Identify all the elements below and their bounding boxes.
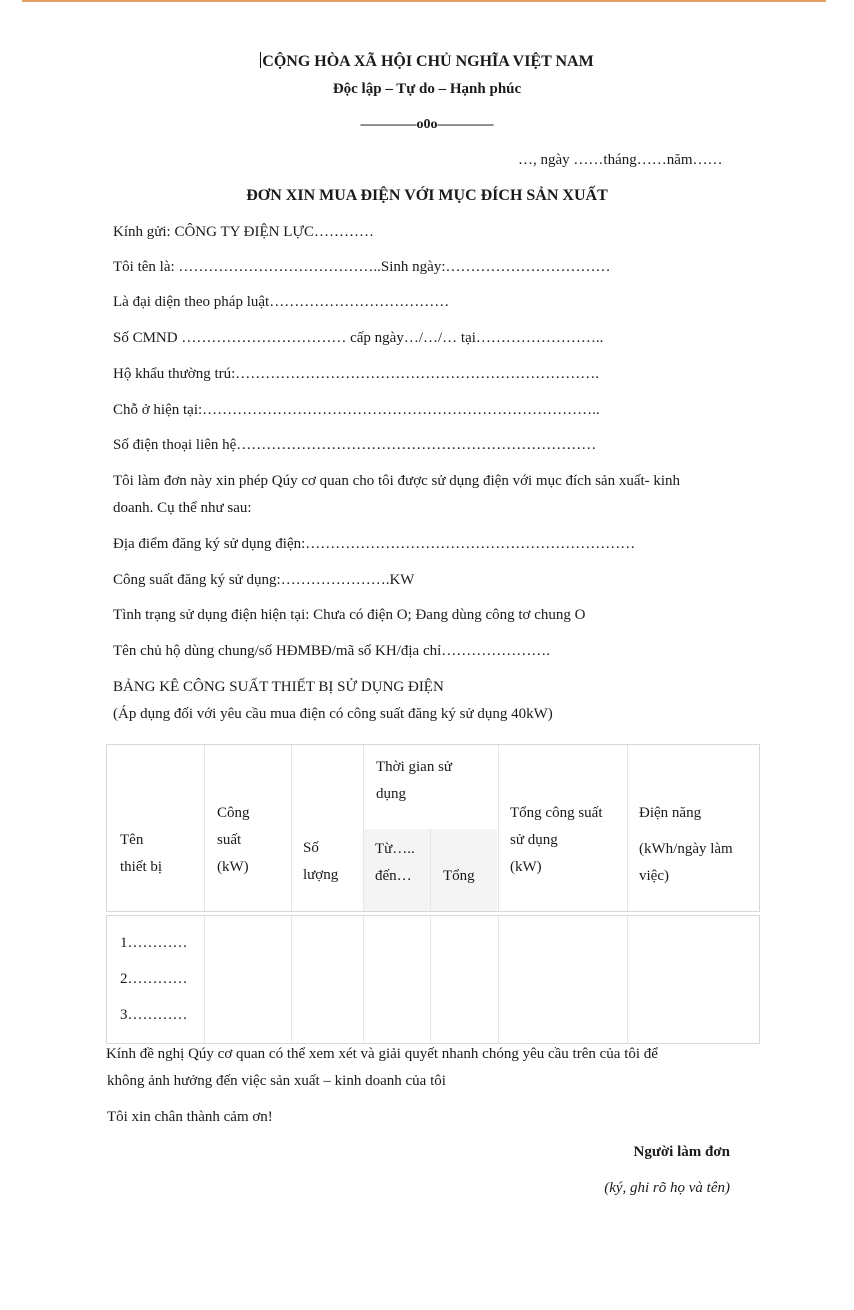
equipment-table-body bbox=[106, 915, 760, 1044]
header-power: Công suất (kW) bbox=[217, 805, 250, 875]
header-usage-time: Thời gian sử dụng bbox=[376, 759, 453, 802]
recipient-line: Kính gửi: CÔNG TY ĐIỆN LỰC………… bbox=[113, 224, 375, 240]
name-dob-line: Tôi tên là: …………………………………..Sinh ngày:…………………………… bbox=[113, 259, 611, 275]
date-line: …, ngày ……tháng……năm…… bbox=[518, 152, 723, 168]
location-line: Địa điểm đăng ký sử dụng điện:………………………………………………………… bbox=[113, 536, 636, 552]
signer-note: (ký, ghi rõ họ và tên) bbox=[604, 1180, 730, 1196]
national-title: CỘNG HÒA XÃ HỘI CHỦ NGHĨA VIỆT NAM bbox=[262, 53, 594, 70]
id-card-line: Số CMND …………………………… cấp ngày…/…/… tại…………………….. bbox=[113, 330, 604, 346]
header-total-time: Tổng bbox=[443, 868, 475, 884]
equipment-table-header bbox=[106, 744, 760, 912]
residence-line: Chỗ ở hiện tại:…………………………………………………………………….. bbox=[113, 402, 600, 418]
header-separator: ————o0o———— bbox=[360, 117, 494, 132]
table-note: (Áp dụng đối với yêu cầu mua điện có công suất đăng ký sử dụng 40kW) bbox=[113, 706, 553, 722]
shared-owner-line: Tên chủ hộ dùng chung/số HĐMBĐ/mã số KH/địa chỉ…………………. bbox=[113, 643, 551, 659]
header-from-to: Từ….. đến… bbox=[375, 841, 415, 884]
household-line: Hộ khẩu thường trú:………………………………………………………………. bbox=[113, 366, 600, 382]
legal-rep-line: Là đại diện theo pháp luật……………………………… bbox=[113, 294, 450, 310]
capacity-line: Công suất đăng ký sử dụng:………………….KW bbox=[113, 572, 415, 588]
table-title: BẢNG KÊ CÔNG SUẤT THIẾT BỊ SỬ DỤNG ĐIỆN bbox=[113, 679, 444, 695]
table-row: 3………… bbox=[120, 1007, 188, 1023]
national-motto: Độc lập – Tự do – Hạnh phúc bbox=[332, 81, 522, 97]
table-row: 2………… bbox=[120, 971, 188, 987]
closing-line-2: không ảnh hưởng đến việc sản xuất – kinh doanh của tôi bbox=[107, 1073, 446, 1089]
header-quantity: Số lượng bbox=[303, 840, 339, 883]
request-line-2: doanh. Cụ thể như sau: bbox=[113, 500, 252, 516]
phone-line: Số điện thoại liên hệ……………………………………………………………… bbox=[113, 437, 597, 453]
top-border-line bbox=[22, 0, 826, 2]
signer-title: Người làm đơn bbox=[633, 1144, 730, 1160]
table-row: 1………… bbox=[120, 935, 188, 951]
document-title: ĐƠN XIN MUA ĐIỆN VỚI MỤC ĐÍCH SẢN XUẤT bbox=[246, 187, 608, 204]
thanks-line: Tôi xin chân thành cảm ơn! bbox=[107, 1109, 273, 1125]
status-line: Tình trạng sử dụng điện hiện tại: Chưa có điện O; Đang dùng công tơ chung O bbox=[113, 607, 586, 623]
request-line-1: Tôi làm đơn này xin phép Qúy cơ quan cho tôi được sử dụng điện với mục đích sản xuất- kinh bbox=[113, 473, 681, 489]
header-energy: Điện năng (kWh/ngày làm việc) bbox=[639, 805, 733, 884]
header-total-power: Tổng công suất sử dụng (kW) bbox=[510, 805, 603, 875]
device-list bbox=[120, 925, 188, 1033]
closing-line-1: Kính đề nghị Qúy cơ quan có thể xem xét và giải quyết nhanh chóng yêu cầu trên của tôi để bbox=[106, 1046, 658, 1062]
header-device: Tên thiết bị bbox=[120, 832, 163, 875]
